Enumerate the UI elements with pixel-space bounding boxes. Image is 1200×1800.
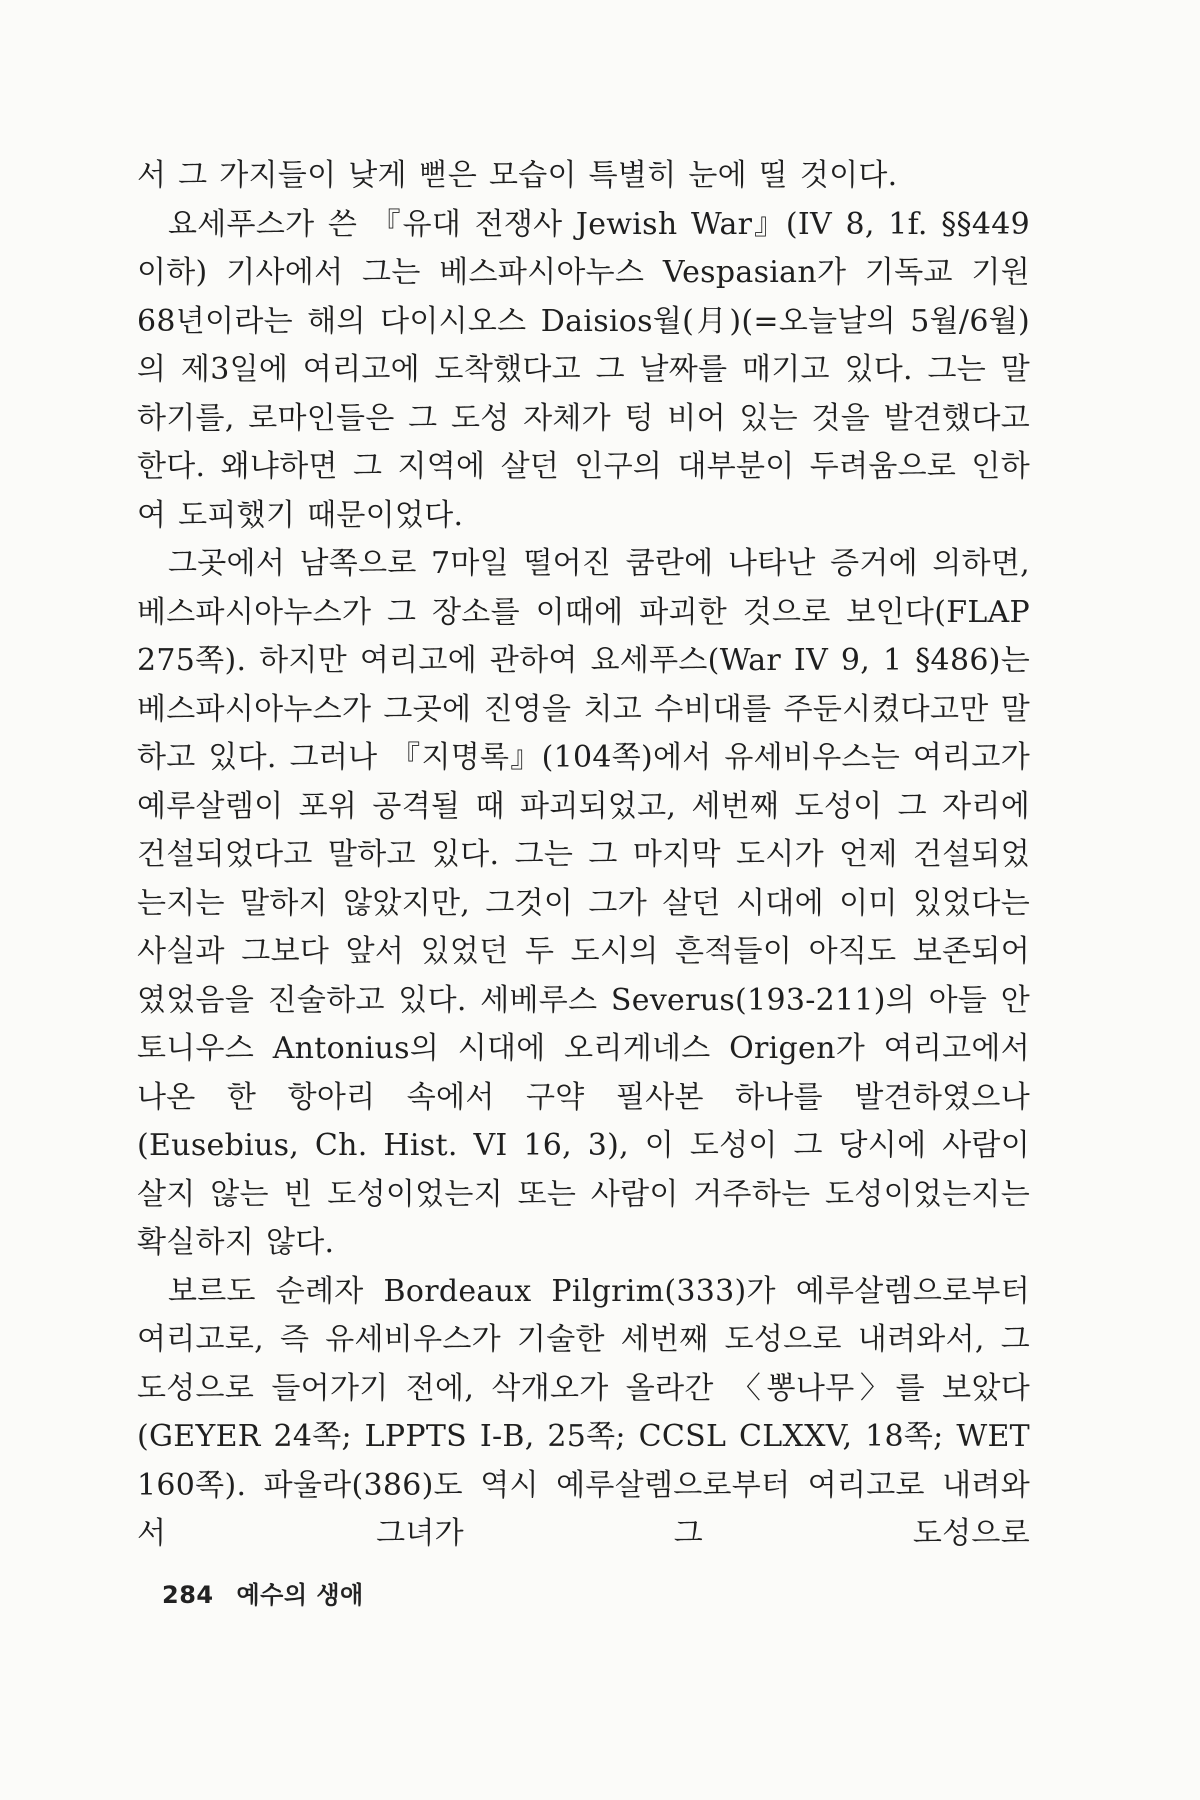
running-title: 예수의 생애 — [236, 1581, 364, 1609]
page-footer — [162, 1575, 364, 1610]
page-number: 284 — [162, 1581, 214, 1609]
paragraph-3: 그곳에서 남쪽으로 7마일 떨어진 쿰란에 나타난 증거에 의하면, 베스파시아누스가 그 장소를 이때에 파괴한 것으로 보인다(FLAP 275쪽). 하지만 여리고에 관하여 요세푸스(War IV 9, 1 §486)는 베스파시아누스가 그곳에 진영을 치고 수비대를 주둔시켰다고만 말하고 있다. 그러나 『지명록』(104쪽)에서 유세비우스는 여리고가 예루살렘이 포위 공격될 때 파괴되었고, 세번째 도성이 그 자리에 건설되었다고 말하고 있다. 그는 그 마지막 도시가 언제 건설되었는지는 말하지 않았지만, 그것이 그가 살던 시대에 이미 있었다는 사실과 그보다 앞서 있었던 두 도시의 흔적들이 아직도 보존되어 였었음을 진술하고 있다. 세베루스 Severus(193-211)의 아들 안토니우스 Antonius의 시대에 오리게네스 Origen가 여리고에서 나온 한 항아리 속에서 구약 필사본 하나를 발견하였으나(Eusebius, Ch. Hist. VI 16, 3), 이 도성이 그 당시에 사람이 살지 않는 빈 도성이었는지 또는 사람이 거주하는 도성이었는지는 확실하지 않다. — [137, 546, 1030, 1260]
body-text — [137, 152, 1030, 1559]
paragraph-4: 보르도 순례자 Bordeaux Pilgrim(333)가 예루살렘으로부터 여리고로, 즉 유세비우스가 기술한 세번째 도성으로 내려와서, 그 도성으로 들어가기 전에, 삭개오가 올라간 〈뽕나무〉를 보았다(GEYER 24쪽; LPPTS I-B, 25쪽; CCSL CLXXV, 18쪽; WET 160쪽). 파울라(386)도 역시 예루살렘으로부터 여리고로 내려와서 그녀가 그 도성으로 — [137, 1273, 1030, 1551]
paragraph-2: 요세푸스가 쓴 『유대 전쟁사 Jewish War』(IV 8, 1f. §§449 이하) 기사에서 그는 베스파시아누스 Vespasian가 기독교 기원 68년이라는 해의 다이시오스 Daisios월(月)(=오늘날의 5월/6월)의 제3일에 여리고에 도착했다고 그 날짜를 매기고 있다. 그는 말하기를, 로마인들은 그 도성 자체가 텅 비어 있는 것을 발견했다고 한다. 왜냐하면 그 지역에 살던 인구의 대부분이 두려움으로 인하여 도피했기 때문이었다. — [137, 206, 1030, 533]
paragraph-1: 서 그 가지들이 낮게 뻗은 모습이 특별히 눈에 띨 것이다. — [137, 158, 898, 193]
